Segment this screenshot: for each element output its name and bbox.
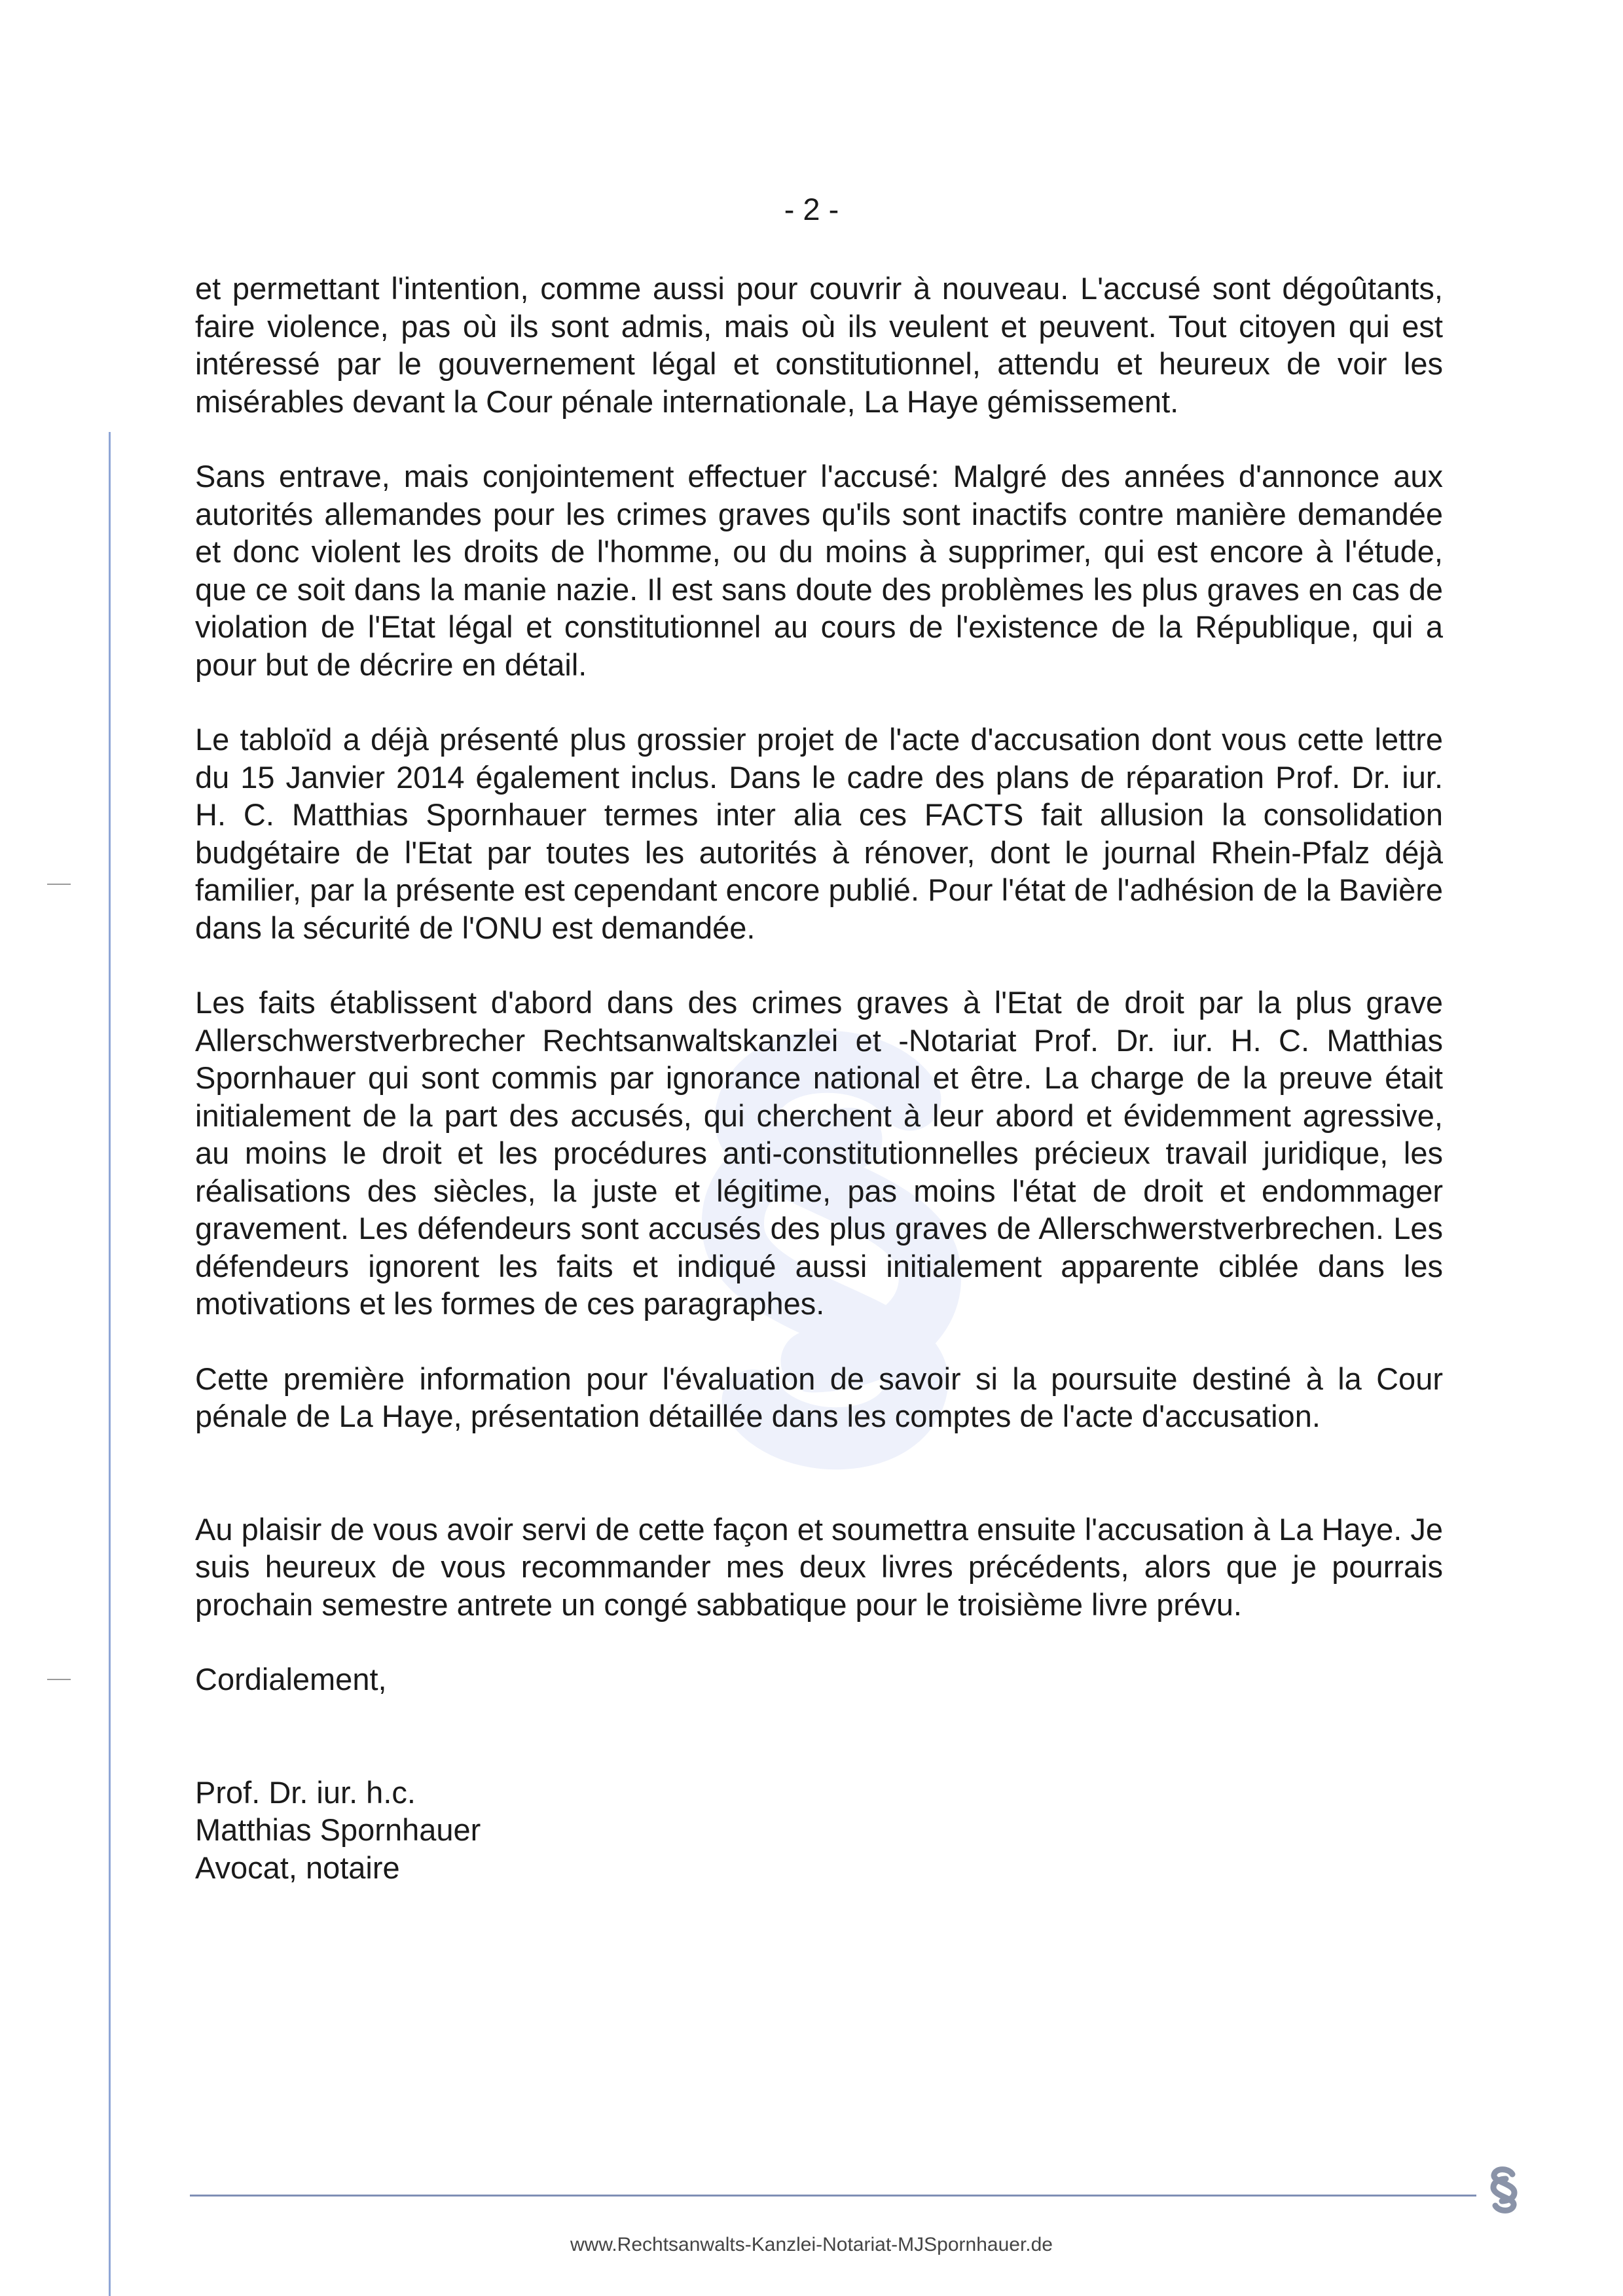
page-number: - 2 - <box>784 192 839 226</box>
signature-block <box>195 1774 1443 1887</box>
paragraph-6: Au plaisir de vous avoir servi de cette façon et soumettra ensuite l'accusation à La Haye. Je suis heureux de vous recommander mes deux livres précédents, alors que je pourrais prochain semestre antrete un congé sabbatique pour le troisième livre prévu. <box>195 1511 1443 1622</box>
paragraph-1: et permettant l'intention, comme aussi pour couvrir à nouveau. L'accusé sont dégoûtants, faire violence, pas où ils sont admis, mais où ils veulent et peuvent. Tout citoyen qui est intéressé par le gouvernement légal et constitutionnel, attendu et heureux de voir les misérables devant la Cour pénale internationale, La Haye gémissement. <box>195 271 1443 419</box>
signature-role: Avocat, notaire <box>195 1850 400 1885</box>
paragraph-4: Les faits établissent d'abord dans des crimes graves à l'Etat de droit par la plus grave Allerschwerstverbrecher Rechtsanwaltskanzlei et -Notariat Prof. Dr. iur. H. C. Matthias Spornhauer qui sont commis par ignorance national et être. La charge de la preuve était initialement de la part des accusés, qui cherchent à leur abord et évidemment agressive, au moins le droit et les procédures anti-constitutionnelles précieux travail juridique, les réalisations des siècles, la juste et légitime, pas moins l'état de droit et endommager gravement. Les défendeurs sont accusés des plus graves de Allerschwerstverbrechen. Les défendeurs ignorent les faits et indiqué aussi initialement apparente ciblée dans les motivations et les formes de ces paragraphes. <box>195 985 1443 1321</box>
section-sign-logo-icon <box>1486 2165 1522 2215</box>
left-margin-rule <box>109 432 111 2296</box>
paragraph-5: Cette première information pour l'évaluation de savoir si la poursuite destiné à la Cour pénale de La Haye, présentation détaillée dans les comptes de l'acte d'accusation. <box>195 1361 1443 1433</box>
fold-mark-bottom <box>47 1679 71 1680</box>
footer-rule <box>190 2195 1476 2197</box>
closing-salutation: Cordialement, <box>195 1662 387 1696</box>
letter-body <box>195 270 1443 1886</box>
paragraph-2: Sans entrave, mais conjointement effectuer l'accusé: Malgré des années d'annonce aux autorités allemandes pour les crimes graves qu'ils sont inactifs contre manière demandée et donc violent les droits de l'homme, ou du moins à supprimer, qui est encore à l'étude, que ce soit dans la manie nazie. Il est sans doute des problèmes les plus graves en cas de violation de l'Etat légal et constitutionnel au cours de l'existence de la République, qui a pour but de décrire en détail. <box>195 459 1443 682</box>
paragraph-3: Le tabloïd a déjà présenté plus grossier projet de l'acte d'accusation dont vous cette lettre du 15 Janvier 2014 également inclus. Dans le cadre des plans de réparation Prof. Dr. iur. H. C. Matthias Spornhauer termes inter alia ces FACTS fait allusion la consolidation budgétaire de l'Etat par toutes les autorités à rénover, dont le journal Rhein-Pfalz déjà familier, par la présente est cependant encore publié. Pour l'état de l'adhésion de la Bavière dans la sécurité de l'ONU est demandée. <box>195 722 1443 945</box>
fold-mark-top <box>47 884 71 885</box>
signature-title: Prof. Dr. iur. h.c. <box>195 1774 416 1810</box>
footer-website-url: www.Rechtsanwalts-Kanzlei-Notariat-MJSpornhauer.de <box>570 2234 1053 2255</box>
signature-name: Matthias Spornhauer <box>195 1812 481 1847</box>
